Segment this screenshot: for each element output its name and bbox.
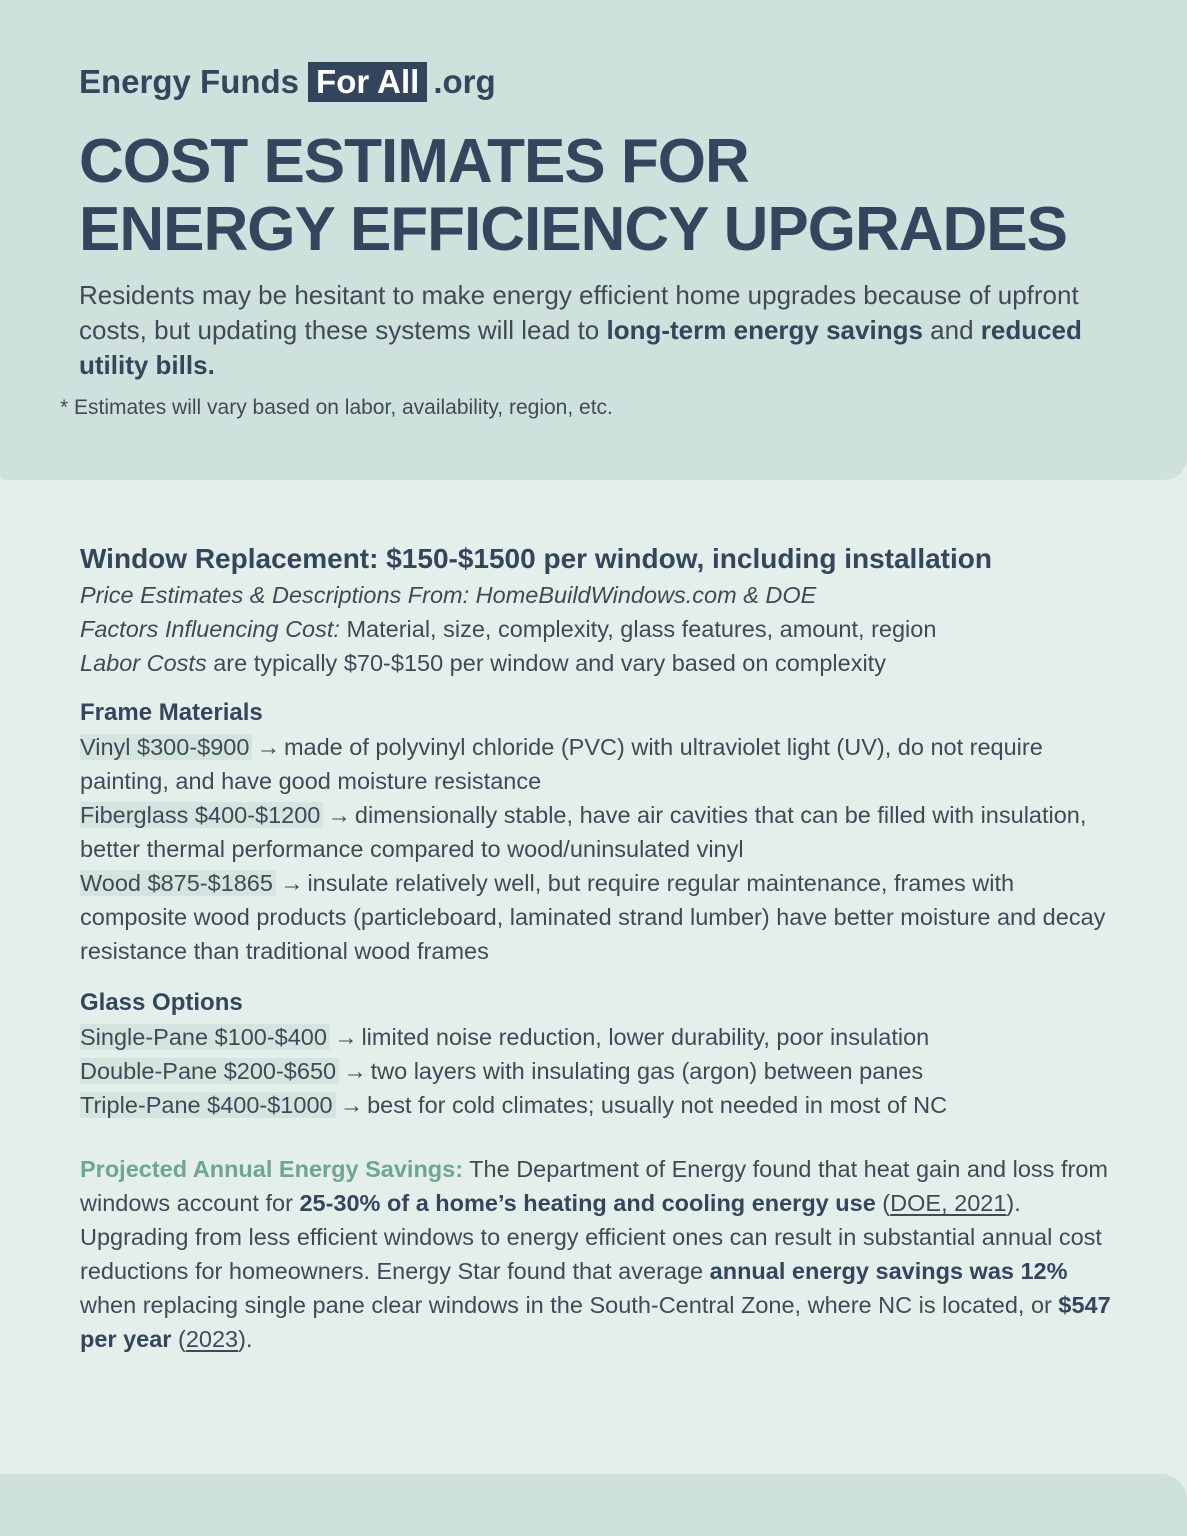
energy-star-2023-link[interactable]: 2023 bbox=[185, 1326, 239, 1352]
frame-item-vinyl bbox=[80, 730, 1120, 798]
glass-label-triple: Triple-Pane $400-$1000 bbox=[80, 1092, 336, 1118]
header-panel bbox=[0, 0, 1187, 480]
brand-logo bbox=[79, 62, 496, 102]
savings-bold-2: annual energy savings was 12% bbox=[709, 1258, 1068, 1284]
savings-text-4: when replacing single pane clear windows in the South-Central Zone, where NC is located, or bbox=[80, 1292, 1059, 1318]
intro-text-2: and bbox=[922, 315, 981, 345]
glass-label-single: Single-Pane $100-$400 bbox=[80, 1024, 330, 1050]
frame-item-wood bbox=[80, 866, 1120, 968]
glass-options-heading: Glass Options bbox=[80, 989, 243, 1016]
arrow-right-icon: → bbox=[256, 734, 280, 760]
window-replacement-heading: Window Replacement: $150-$1500 per window, including installation bbox=[80, 543, 992, 574]
frame-desc-vinyl: made of polyvinyl chloride (PVC) with ultraviolet light (UV), do not require painting, and have good moisture resistance bbox=[80, 734, 1043, 794]
savings-text-2: ( bbox=[875, 1190, 891, 1216]
frame-item-fiberglass bbox=[80, 798, 1120, 866]
glass-item-double bbox=[80, 1054, 1120, 1088]
arrow-right-icon: → bbox=[339, 1092, 364, 1118]
intro-bold-1: long-term energy savings bbox=[606, 315, 923, 345]
glass-item-triple bbox=[80, 1088, 1120, 1122]
glass-label-double: Double-Pane $200-$650 bbox=[80, 1058, 339, 1084]
brand-highlight: For All bbox=[308, 62, 427, 102]
frame-desc-wood: insulate relatively well, but require regular maintenance, frames with composite wood products (particleboard, laminated strand lumber) have better moisture and decay resistance than traditional wood frames bbox=[80, 870, 1106, 964]
savings-bold-3: $547 per year bbox=[80, 1292, 1111, 1352]
intro-text-1: Residents may be hesitant to make energy efficient home upgrades because of upfront costs, but updating these systems will lead to bbox=[79, 280, 1079, 345]
intro-paragraph bbox=[79, 278, 1119, 383]
glass-desc-single: limited noise reduction, lower durability, poor insulation bbox=[361, 1024, 930, 1050]
energy-savings-paragraph bbox=[80, 1152, 1120, 1356]
savings-bold-1: 25-30% of a home’s heating and cooling energy use bbox=[299, 1190, 876, 1216]
savings-text-5: ( bbox=[171, 1326, 186, 1352]
arrow-right-icon: → bbox=[333, 1024, 358, 1050]
brand-name: Energy Funds bbox=[79, 63, 300, 100]
page-title-line-1: COST ESTIMATES FOR bbox=[79, 127, 749, 196]
intro-bold-2: reduced utility bills. bbox=[79, 315, 1082, 380]
frame-desc-fiberglass: dimensionally stable, have air cavities that can be filled with insulation, better thermal performance compared to wood/uninsulated vinyl bbox=[80, 802, 1087, 862]
glass-item-single bbox=[80, 1020, 1120, 1054]
arrow-right-icon: → bbox=[343, 1058, 367, 1084]
savings-text-1: The Department of Energy found that heat gain and loss from windows account for bbox=[80, 1156, 1108, 1216]
savings-text-3: ). Upgrading from less efficient windows to energy efficient ones can result in substantial annual cost reductions for homeowners. Energy Star found that average bbox=[80, 1190, 1102, 1284]
labor-costs-label: Labor Costs bbox=[80, 650, 207, 676]
cost-factors-text: Material, size, complexity, glass features, amount, region bbox=[339, 616, 937, 642]
estimate-footnote: * Estimates will vary based on labor, availability, region, etc. bbox=[60, 396, 613, 419]
arrow-right-icon: → bbox=[327, 802, 351, 828]
frame-label-fiberglass: Fiberglass $400-$1200 bbox=[80, 802, 323, 828]
doe-2021-link[interactable]: DOE, 2021 bbox=[890, 1190, 1007, 1216]
cost-factors-line bbox=[80, 612, 1120, 646]
page-title bbox=[79, 128, 1067, 264]
glass-desc-triple: best for cold climates; usually not needed in most of NC bbox=[367, 1092, 948, 1118]
page-title-line-2: ENERGY EFFICIENCY UPGRADES bbox=[79, 195, 1068, 264]
frame-label-vinyl: Vinyl $300-$900 bbox=[80, 734, 252, 760]
footer-bar bbox=[0, 1474, 1187, 1536]
price-source-line bbox=[80, 578, 1120, 612]
cost-factors-label: Factors Influencing Cost: bbox=[80, 616, 340, 642]
glass-desc-double: two layers with insulating gas (argon) between panes bbox=[370, 1058, 924, 1084]
frame-label-wood: Wood $875-$1865 bbox=[80, 870, 276, 896]
labor-costs-text: are typically $70-$150 per window and vary based on complexity bbox=[206, 650, 886, 676]
main-content bbox=[80, 540, 1120, 1356]
savings-text-6: ). bbox=[238, 1326, 253, 1352]
arrow-right-icon: → bbox=[279, 870, 304, 896]
frame-materials-heading: Frame Materials bbox=[80, 699, 263, 726]
energy-savings-label: Projected Annual Energy Savings: bbox=[80, 1156, 464, 1182]
price-source: Price Estimates & Descriptions From: HomeBuildWindows.com & DOE bbox=[80, 582, 817, 608]
labor-costs-line bbox=[80, 646, 1120, 680]
brand-domain: .org bbox=[433, 63, 496, 100]
